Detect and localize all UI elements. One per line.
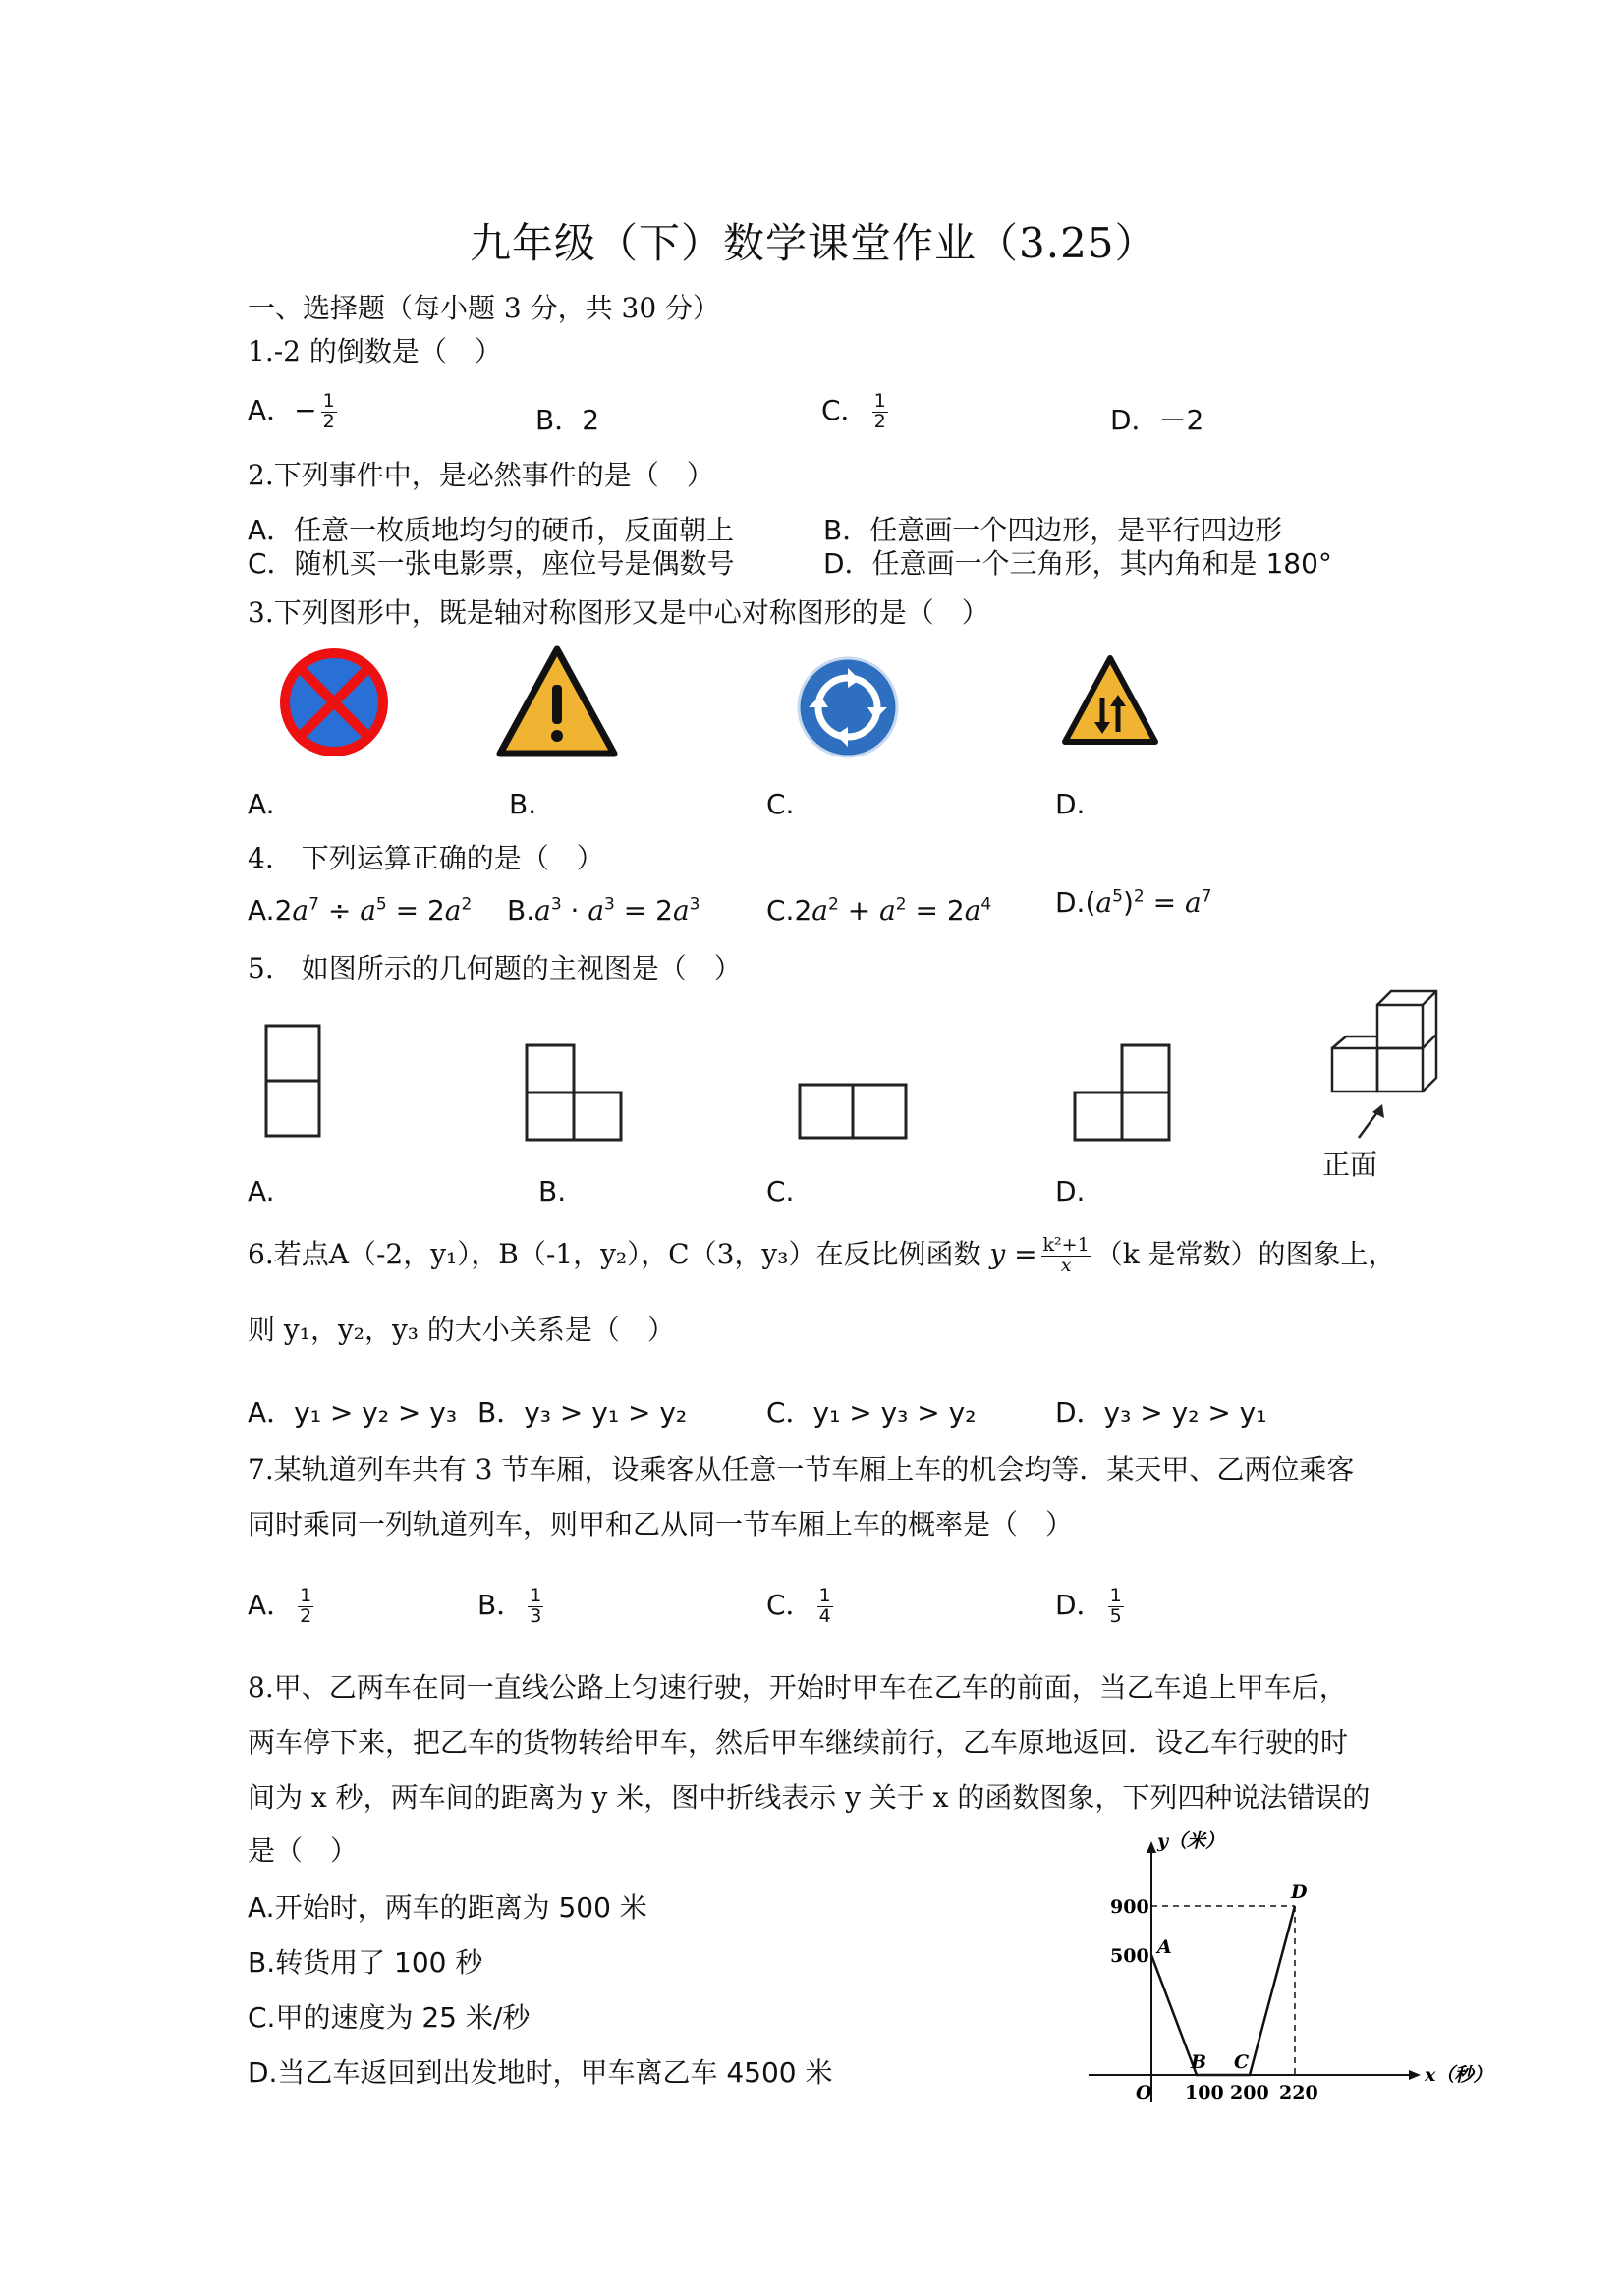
q7-option-a[interactable]: A． $\frac{1}{2}$ bbox=[248, 1584, 312, 1627]
q3-label-b[interactable]: B. bbox=[509, 788, 537, 820]
q7-line1: 7.某轨道列车共有 3 节车厢，设乘客从任意一节车厢上车的机会均等．某天甲、乙两位乘客 bbox=[248, 1453, 1355, 1485]
q1-option-d[interactable]: D．－2 bbox=[1110, 404, 1204, 436]
tick-200: 200 bbox=[1230, 2082, 1269, 2103]
q8-line2: 两车停下来，把乙车的货物转给甲车，然后甲车继续前行，乙车原地返回．设乙车行驶的时 bbox=[248, 1726, 1349, 1759]
q5-label-d[interactable]: D. bbox=[1055, 1175, 1086, 1207]
q4-option-b[interactable]: $B.a^3 \cdot a^3 = 2a^3$ bbox=[507, 894, 700, 926]
tick-500: 500 bbox=[1110, 1945, 1149, 1967]
distance-time-graph bbox=[1081, 1827, 1493, 2112]
q7-line2: 同时乘同一列轨道列车，则甲和乙从同一节车厢上车的概率是（ ） bbox=[248, 1508, 1074, 1540]
q8-option-a[interactable]: A.开始时，两车的距离为 500 米 bbox=[248, 1891, 647, 1924]
q6-stem: 6.若点A（-2，y₁），B（-1，y₂），C（3，y₃）在反比例函数 y = $\frac{\text{k²+1}}{x}$ （k 是常数）的图象上， bbox=[248, 1234, 1396, 1276]
q2-option-d[interactable]: D．任意画一个三角形，其内角和是 180° bbox=[823, 547, 1332, 580]
view-d-figure[interactable] bbox=[1071, 1041, 1179, 1145]
function-fraction: $\frac{\text{k²+1}}{x}$ bbox=[1042, 1234, 1090, 1276]
no-stopping-sign-icon[interactable] bbox=[275, 644, 393, 761]
q1-option-b[interactable]: B．2 bbox=[535, 404, 600, 436]
q5-label-b[interactable]: B. bbox=[538, 1175, 567, 1207]
fraction: $\frac{1}{2}$ bbox=[322, 389, 335, 432]
q3-stem: 3.下列图形中，既是轴对称图形又是中心对称图形的是（ ） bbox=[248, 596, 989, 629]
q2-stem: 2.下列事件中，是必然事件的是（ ） bbox=[248, 459, 714, 491]
view-b-figure[interactable] bbox=[521, 1041, 629, 1145]
front-view-label: 正面 bbox=[1322, 1148, 1378, 1181]
q7-option-d[interactable]: D． $\frac{1}{5}$ bbox=[1055, 1584, 1122, 1627]
warning-sign-icon[interactable] bbox=[496, 644, 619, 759]
q2-option-a[interactable]: A．任意一枚质地均匀的硬币，反面朝上 bbox=[248, 514, 735, 546]
roundabout-sign-icon[interactable] bbox=[794, 653, 902, 761]
q7-option-b[interactable]: B． $\frac{1}{3}$ bbox=[477, 1584, 542, 1627]
q7-option-c[interactable]: C． $\frac{1}{4}$ bbox=[766, 1584, 831, 1627]
q5-label-c[interactable]: C. bbox=[766, 1175, 795, 1207]
q1-stem: 1.-2 的倒数是（ ） bbox=[248, 335, 502, 367]
tick-100: 100 bbox=[1185, 2082, 1224, 2103]
q6-option-d[interactable]: D．y₃ > y₂ > y₁ bbox=[1055, 1396, 1267, 1428]
tick-900: 900 bbox=[1110, 1896, 1149, 1918]
arrow-icon bbox=[1351, 1102, 1390, 1142]
q3-label-c[interactable]: C. bbox=[766, 788, 795, 820]
q8-line3: 间为 x 秒，两车间的距离为 y 米，图中折线表示 y 关于 x 的函数图象，下列四种说法错误的 bbox=[248, 1781, 1371, 1814]
q2-option-c[interactable]: C．随机买一张电影票，座位号是偶数号 bbox=[248, 547, 735, 580]
point-b-label: B bbox=[1191, 2051, 1207, 2073]
two-way-traffic-sign-icon[interactable] bbox=[1061, 653, 1159, 748]
view-c-figure[interactable] bbox=[794, 1079, 912, 1144]
q8-option-b[interactable]: B.转货用了 100 秒 bbox=[248, 1946, 483, 1979]
fraction: $\frac{1}{2}$ bbox=[873, 389, 886, 432]
q2-option-b[interactable]: B．任意画一个四边形，是平行四边形 bbox=[823, 514, 1283, 546]
q4-stem: 4. 下列运算正确的是（ ） bbox=[248, 842, 604, 874]
q8-line1: 8.甲、乙两车在同一直线公路上匀速行驶，开始时甲车在乙车的前面，当乙车追上甲车后， bbox=[248, 1671, 1347, 1704]
page-title: 九年级（下）数学课堂作业（3.25） bbox=[470, 219, 1157, 267]
q5-stem: 5. 如图所示的几何题的主视图是（ ） bbox=[248, 952, 742, 984]
q8-option-d[interactable]: D.当乙车返回到出发地时，甲车离乙车 4500 米 bbox=[248, 2056, 833, 2089]
cube-stack-figure bbox=[1326, 987, 1454, 1095]
q6-option-a[interactable]: A．y₁ > y₂ > y₃ bbox=[248, 1396, 458, 1428]
q8-option-c[interactable]: C.甲的速度为 25 米/秒 bbox=[248, 2001, 531, 2034]
q1-option-c[interactable]: C． $\frac{1}{2}$ bbox=[821, 389, 886, 432]
tick-220: 220 bbox=[1279, 2082, 1318, 2103]
x-axis-label: x（秒） bbox=[1425, 2064, 1492, 2086]
q6-option-c[interactable]: C．y₁ > y₃ > y₂ bbox=[766, 1396, 977, 1428]
q6-option-b[interactable]: B．y₃ > y₁ > y₂ bbox=[477, 1396, 688, 1428]
graph-polyline bbox=[1151, 1906, 1295, 2075]
q4-option-d[interactable]: $D.(a^5)^2 = a^7$ bbox=[1055, 886, 1212, 919]
section-heading: 一、选择题（每小题 3 分，共 30 分） bbox=[248, 292, 721, 324]
origin-label: O bbox=[1136, 2082, 1152, 2103]
point-d-label: D bbox=[1291, 1881, 1308, 1903]
q3-label-a[interactable]: A. bbox=[248, 788, 275, 820]
q4-option-a[interactable]: $A.2a^7 \div a^5 = 2a^2$ bbox=[248, 894, 473, 926]
q4-option-c[interactable]: $C.2a^2 + a^2 = 2a^4$ bbox=[766, 894, 992, 926]
y-axis-label: y（米） bbox=[1157, 1830, 1225, 1852]
q6-line2: 则 y₁，y₂，y₃ 的大小关系是（ ） bbox=[248, 1314, 675, 1346]
q1-option-a[interactable]: A．− $\frac{1}{2}$ bbox=[248, 389, 335, 432]
q3-label-d[interactable]: D. bbox=[1055, 788, 1086, 820]
point-a-label: A bbox=[1157, 1936, 1172, 1958]
q5-label-a[interactable]: A. bbox=[248, 1175, 275, 1207]
q8-line4: 是（ ） bbox=[248, 1834, 359, 1867]
point-c-label: C bbox=[1234, 2051, 1250, 2073]
view-a-figure[interactable] bbox=[260, 1022, 329, 1140]
